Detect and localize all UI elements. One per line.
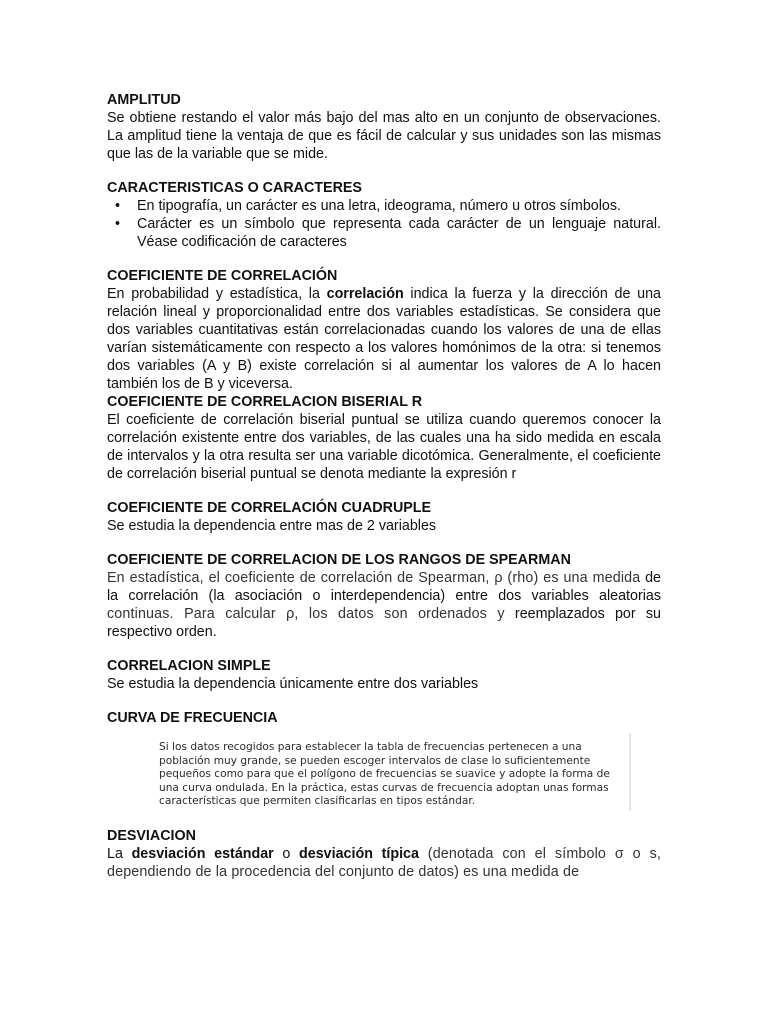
body-text: (denotada con el símbolo σ o s, dependiendo de la procedencia del conjunto de datos) es una medida de (107, 846, 661, 880)
body-text: continuas. Para calcular ρ, los datos son ordenados y (107, 606, 505, 622)
body-text: reemplazados por su respectivo orden. (107, 606, 661, 640)
section-title-cuadruple: COEFICIENTE DE CORRELACIÓN CUADRUPLE (107, 500, 432, 516)
link-desviacion-estandar[interactable]: desviación estándar (131, 846, 274, 862)
section-title-spearman: COEFICIENTE DE CORRELACION DE LOS RANGOS DE SPEARMAN (107, 552, 571, 568)
section-body-correlacion-simple: Se estudia la dependencia únicamente entre dos variables (107, 676, 479, 692)
section-body-amplitud: Se obtiene restando el valor más bajo del mas alto en un conjunto de observaciones. La amplitud tiene la ventaja de que es fácil de calcular y sus unidades son las mismas que las de la variable que se mide. (107, 110, 661, 162)
body-text: En probabilidad y estadística, la (107, 286, 327, 302)
body-text: indica la fuerza y la dirección de una relación lineal y proporcionalidad entre dos variables estadísticas. Se considera que dos variables cuantitativas están correlacionadas cuando los valores de una de ellas varían sistemáticamente con respecto a los valores homónimos de la otra: si tenemos dos variables (A y B) existe correlación si al aumentar los valores de A lo hacen también los de B y viceversa. (107, 286, 661, 392)
section-title-correlacion-simple: CORRELACION SIMPLE (107, 658, 271, 674)
link-correlacion[interactable]: correlación (326, 286, 404, 302)
body-text: En estadística, el coeficiente de correlación de Spearman, ρ (rho) es una medida (107, 570, 641, 586)
section-body-cuadruple: Se estudia la dependencia entre mas de 2 variables (107, 518, 437, 534)
body-text: de la correlación (la asociación o interdependencia) entre dos variables aleatorias (107, 570, 661, 604)
link-desviacion-tipica[interactable]: desviación típica (299, 846, 419, 862)
section-body-coeficiente-correlacion (107, 285, 661, 393)
section-title-biserial: COEFICIENTE DE CORRELACION BISERIAL R (107, 394, 423, 410)
section-body-spearman (107, 569, 661, 641)
section-title-caracteristicas: CARACTERISTICAS O CARACTERES (107, 180, 362, 196)
scanned-text-image (159, 733, 631, 811)
scanned-text: Si los datos recogidos para establecer la tabla de frecuencias pertenecen a una población muy grande, se pueden escoger intervalos de clase lo suficientemente pequeños como para que el polígono de frecuencias se suavice y adopte la forma de una curva ondulada. En la práctica, estas curvas de frecuencia adoptan unas formas características que permiten clasificarlas en tipos estándar. (159, 741, 610, 807)
section-body-desviacion (107, 845, 661, 881)
body-text: La (107, 846, 132, 862)
section-title-coeficiente-correlacion: COEFICIENTE DE CORRELACIÓN (107, 268, 338, 284)
section-title-amplitud: AMPLITUD (107, 92, 181, 108)
section-title-curva-frecuencia: CURVA DE FRECUENCIA (107, 710, 278, 726)
document-page (107, 91, 661, 881)
section-title-desviacion: DESVIACION (107, 828, 196, 844)
section-body-biserial: El coeficiente de correlación biserial puntual se utiliza cuando queremos conocer la correlación existente entre dos variables, de las cuales una ha sido medida en escala de intervalos y la otra resulta ser una variable dicotómica. Generalmente, el coeficiente de correlación biserial puntual se denota mediante la expresión r (107, 412, 661, 482)
bullet-item: • En tipografía, un carácter es una letra, ideograma, número u otros símbolos. (137, 197, 661, 215)
bullet-list-caracteristicas (107, 197, 661, 251)
bullet-item: • Carácter es un símbolo que representa cada carácter de un lenguaje natural. Véase codificación de caracteres (137, 215, 661, 251)
body-text: o (273, 846, 300, 862)
